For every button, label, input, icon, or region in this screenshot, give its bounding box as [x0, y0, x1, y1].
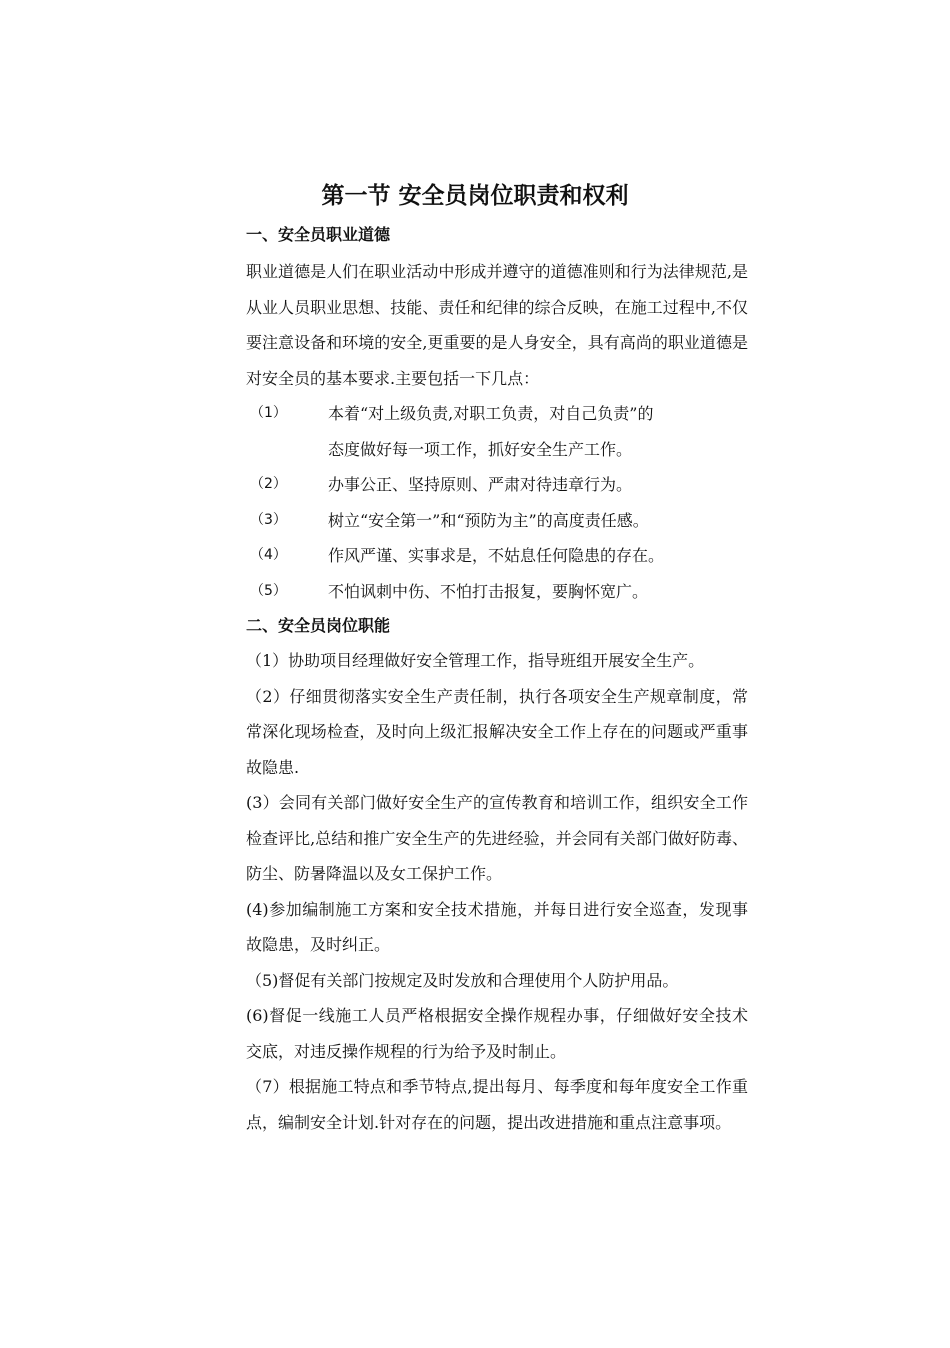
list-text: 办事公正、坚持原则、严肃对待违章行为。 — [328, 475, 633, 494]
list-text: 本着“对上级负责,对职工负责，对自己负责”的态度做好每一项工作，抓好安全生产工作。 — [328, 404, 654, 459]
list-item — [246, 574, 748, 610]
list-number: （5） — [250, 582, 287, 599]
list-number: （3） — [250, 511, 287, 528]
duty-paragraph-6: (6)督促一线施工人员严格根据安全操作规程办事，仔细做好安全技术交底，对违反操作规程的行为给予及时制止。 — [246, 1006, 748, 1061]
list-number: （2） — [250, 476, 287, 492]
page-title: 第一节 安全员岗位职责和权利 — [321, 183, 629, 209]
ethics-list — [246, 396, 748, 609]
section-heading-duties: 二、安全员岗位职能 — [246, 616, 391, 635]
list-text: 不怕讽刺中伤、不怕打击报复，要胸怀宽广。 — [328, 581, 649, 601]
duty-paragraph-4: (4)参加编制施工方案和安全技术措施，并每日进行安全巡查，发现事故隐患，及时纠正。 — [246, 899, 748, 954]
list-item — [246, 396, 748, 467]
section-heading-ethics: 一、安全员职业道德 — [246, 225, 391, 244]
ethics-intro-paragraph: 职业道德是人们在职业活动中形成并遵守的道德准则和行为法律规范,是从业人员职业思想、技能、责任和纪律的综合反映，在施工过程中,不仅要注意设备和环境的安全,更重要的是人身安全，具有高尚的职业道德是对安全员的基本要求.主要包括一下几点： — [246, 262, 748, 388]
duty-paragraph-1: （1）协助项目经理做好安全管理工作，指导班组开展安全生产。 — [246, 651, 705, 670]
list-text: 作风严谨、实事求是，不姑息任何隐患的存在。 — [328, 546, 665, 565]
list-number: （4） — [250, 547, 287, 563]
list-item — [246, 503, 748, 539]
document-body — [246, 218, 748, 1140]
list-number: （1） — [250, 405, 287, 421]
duty-paragraph-5: （5)督促有关部门按规定及时发放和合理使用个人防护用品。 — [246, 970, 679, 990]
list-text: 树立“安全第一”和“预防为主”的高度责任感。 — [328, 510, 649, 530]
duty-paragraph-3: (3）会同有关部门做好安全生产的宣传教育和培训工作，组织安全工作检查评比,总结和推广安全生产的先进经验，并会同有关部门做好防毒、防尘、防暑降温以及女工保护工作。 — [246, 793, 748, 883]
list-item — [246, 467, 748, 503]
duty-paragraph-2: （2）仔细贯彻落实安全生产责任制，执行各项安全生产规章制度，常常深化现场检查，及时向上级汇报解决安全工作上存在的问题或严重事故隐患. — [246, 686, 748, 777]
duty-paragraph-7: （7）根据施工特点和季节特点,提出每月、每季度和每年度安全工作重点，编制安全计划.针对存在的问题，提出改进措施和重点注意事项。 — [246, 1077, 748, 1132]
list-item — [246, 538, 748, 574]
